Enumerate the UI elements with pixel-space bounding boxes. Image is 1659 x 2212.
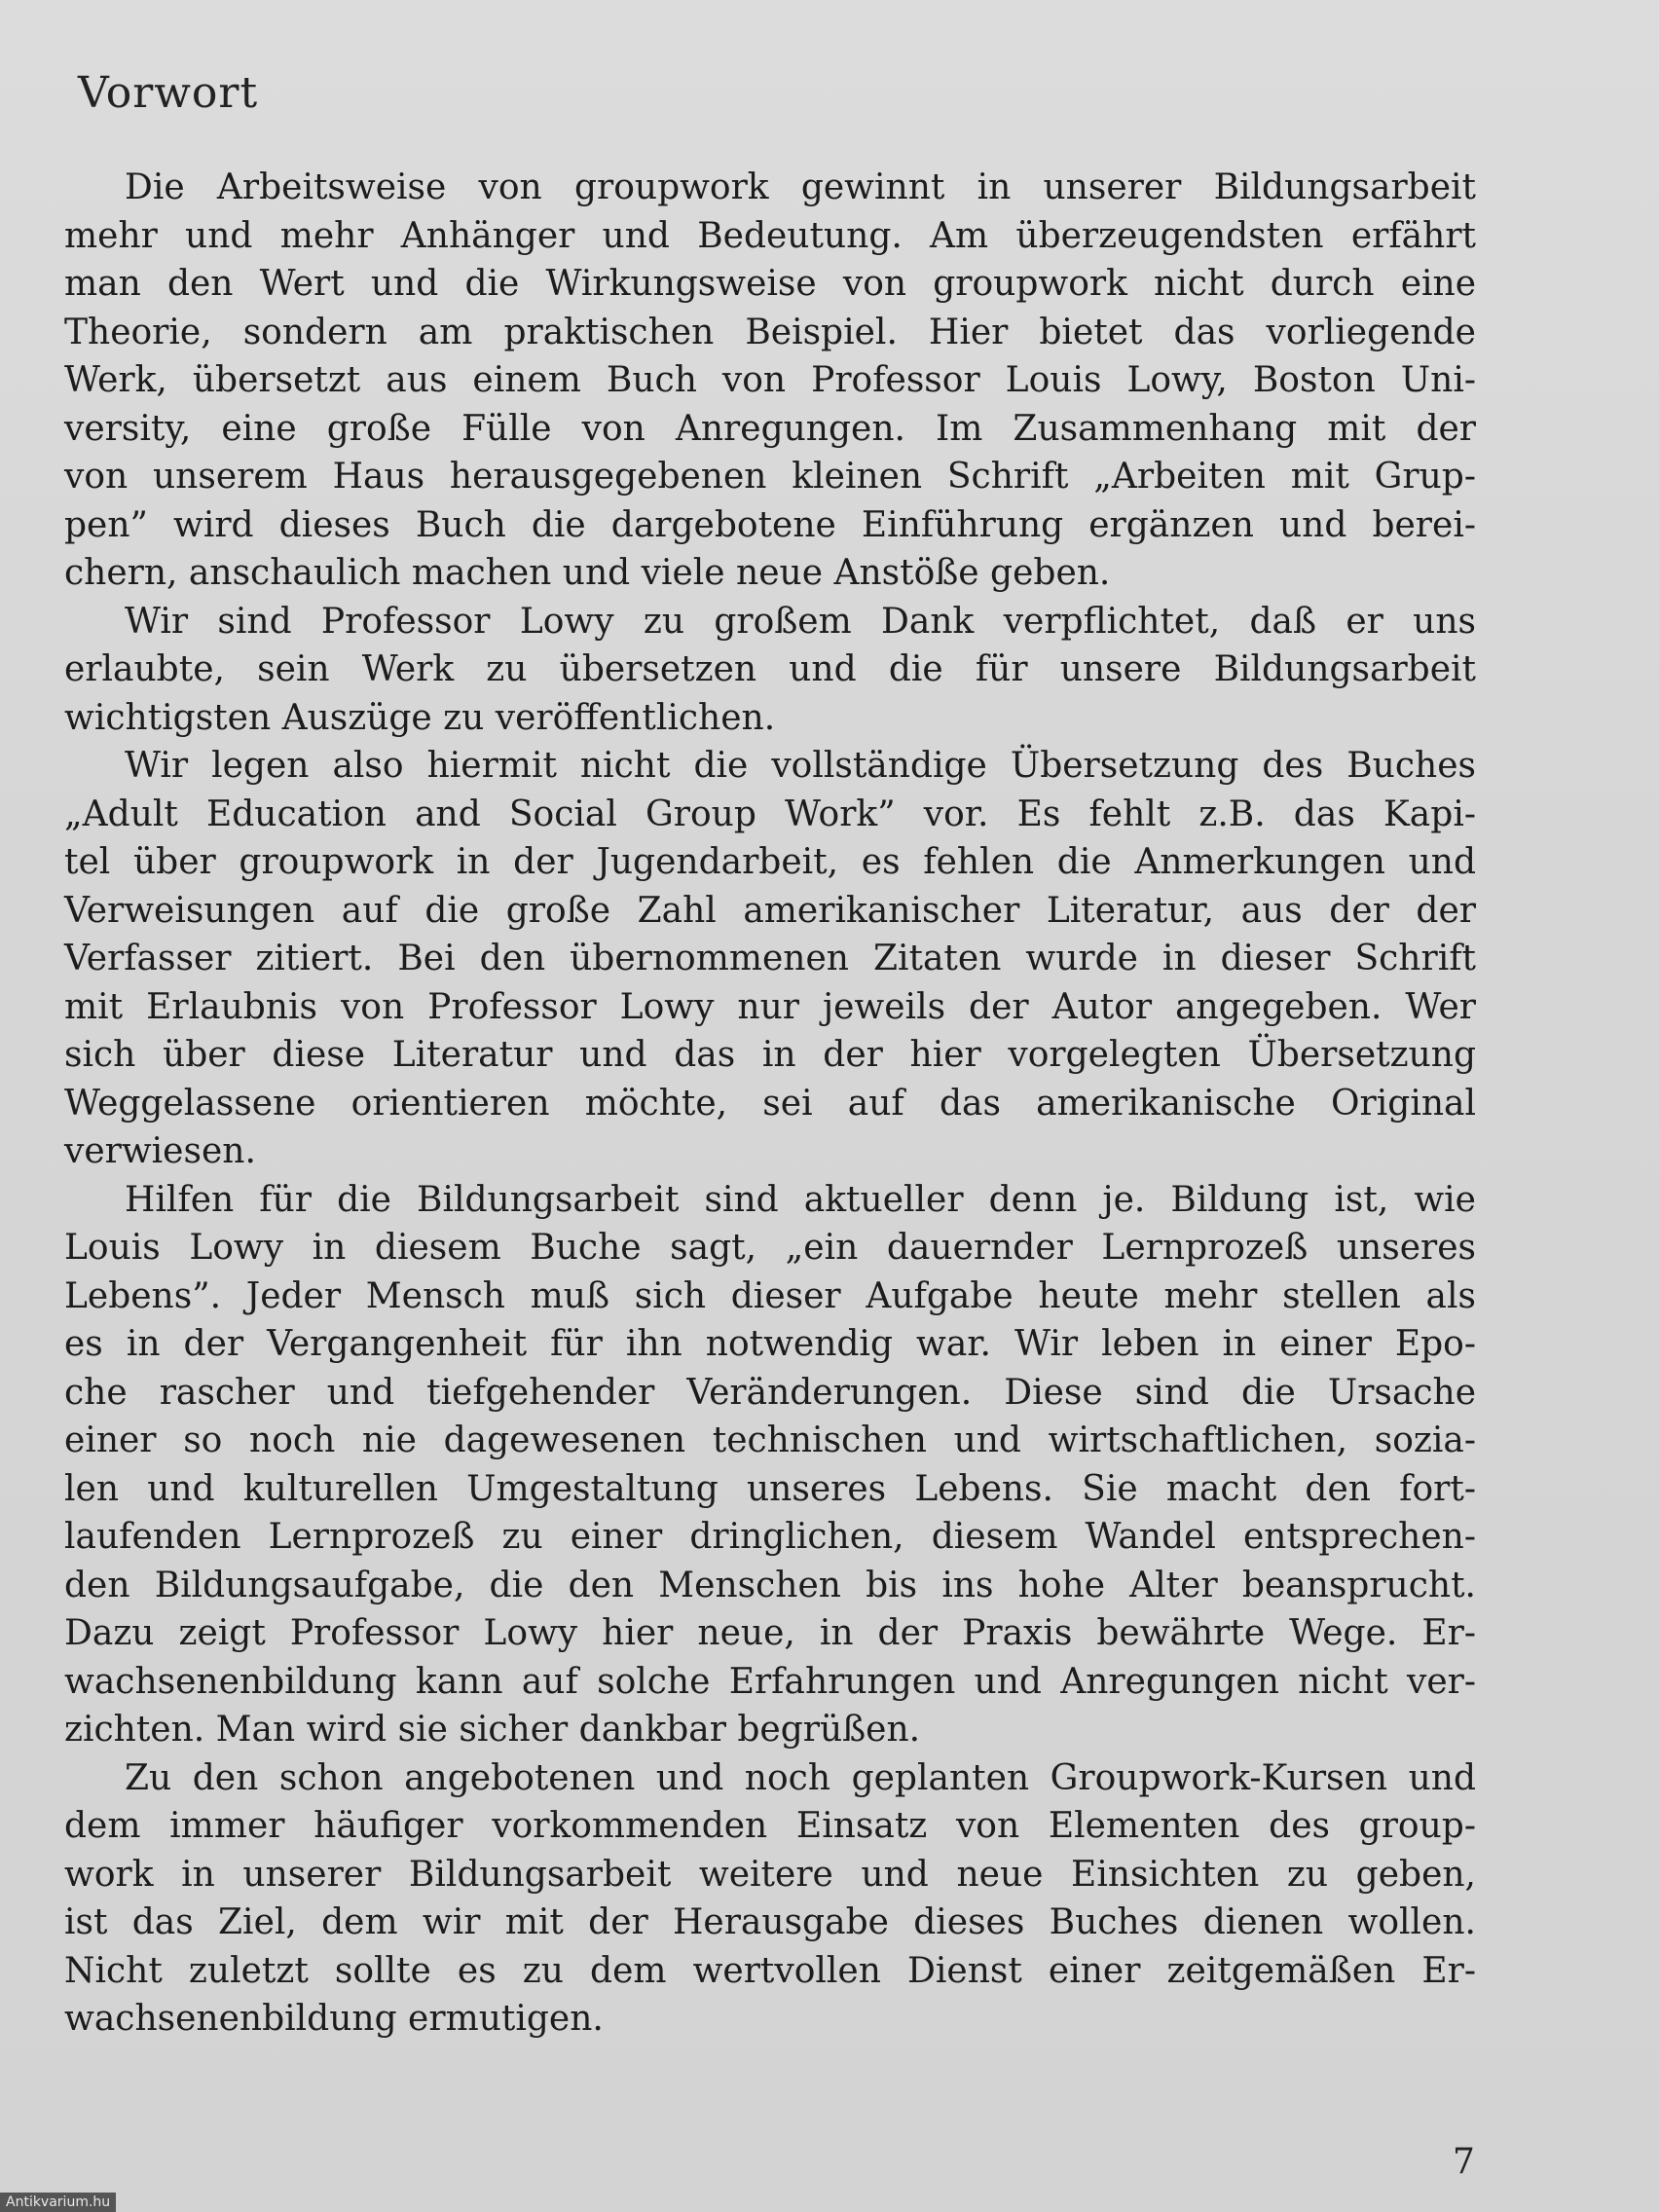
text-line: Wir sind Professor Lowy zu großem Dank verpflichtet, daß er uns: [125, 601, 1476, 642]
text-line: Lebens”. Jeder Mensch muß sich dieser Aufgabe heute mehr stellen als: [64, 1275, 1476, 1316]
text-line: tel über groupwork in der Jugendarbeit, es fehlen die Anmerkungen und: [64, 842, 1476, 882]
text-line: wachsenenbildung kann auf solche Erfahrungen und Anregungen nicht ver-: [64, 1661, 1476, 1702]
text-line: Zu den schon angebotenen und noch geplanten Groupwork-Kursen und: [125, 1757, 1476, 1798]
text-line: einer so noch nie dagewesenen technischen und wirtschaftlichen, sozia-: [64, 1420, 1476, 1460]
text-line: che rascher und tiefgehender Veränderungen. Diese sind die Ursache: [64, 1372, 1476, 1413]
text-line: laufenden Lernprozeß zu einer dringlichen, diesem Wandel entsprechen-: [64, 1517, 1476, 1557]
paragraph: [64, 598, 1476, 743]
text-line: dem immer häufiger vorkommenden Einsatz von Elementen des group-: [64, 1806, 1476, 1846]
text-line: erlaubte, sein Werk zu übersetzen und die für unsere Bildungsarbeit: [64, 649, 1476, 689]
text-line: es in der Vergangenheit für ihn notwendig war. Wir leben in einer Epo-: [64, 1324, 1476, 1364]
body-text: [64, 164, 1476, 2044]
text-line: ist das Ziel, dem wir mit der Herausgabe dieses Buches dienen wollen.: [64, 1902, 1476, 1942]
page-number: 7: [1453, 2142, 1475, 2182]
text-line: Weggelassene orientieren möchte, sei auf das amerikanische Original: [64, 1083, 1476, 1124]
paragraph: [64, 1754, 1476, 2044]
text-line: von unserem Haus herausgegebenen kleinen Schrift „Arbeiten mit Grup-: [64, 457, 1476, 497]
text-line: sich über diese Literatur und das in der hier vorgelegten Übersetzung: [64, 1035, 1476, 1075]
paragraph: [64, 742, 1476, 1176]
text-line: versity, eine große Fülle von Anregungen. Im Zusammenhang mit der: [64, 408, 1476, 449]
text-line: Werk, übersetzt aus einem Buch von Professor Louis Lowy, Boston Uni-: [64, 360, 1476, 400]
text-line: Nicht zuletzt sollte es zu dem wertvollen Dienst einer zeitgemäßen Er-: [64, 1950, 1476, 1991]
text-line: zichten. Man wird sie sicher dankbar begrüßen.: [64, 1710, 921, 1750]
text-line: Wir legen also hiermit nicht die vollständige Übersetzung des Buches: [125, 746, 1476, 786]
page-heading: Vorwort: [78, 68, 259, 118]
watermark: Antikvarium.hu: [0, 2193, 116, 2212]
text-line: mit Erlaubnis von Professor Lowy nur jeweils der Autor angegeben. Wer: [64, 986, 1476, 1027]
text-line: wichtigsten Auszüge zu veröffentlichen.: [64, 697, 776, 738]
text-line: chern, anschaulich machen und viele neue Anstöße geben.: [64, 553, 1111, 593]
text-line: Dazu zeigt Professor Lowy hier neue, in der Praxis bewährte Wege. Er-: [64, 1613, 1476, 1653]
text-line: Theorie, sondern am praktischen Beispiel. Hier bietet das vorliegende: [64, 312, 1476, 352]
text-line: Verweisungen auf die große Zahl amerikanischer Literatur, aus der der: [64, 890, 1476, 931]
text-line: Louis Lowy in diesem Buche sagt, „ein dauernder Lernprozeß unseres: [64, 1228, 1476, 1268]
paragraph: [64, 1176, 1476, 1754]
text-line: „Adult Education and Social Group Work” vor. Es fehlt z.B. das Kapi-: [64, 793, 1476, 834]
text-line: len und kulturellen Umgestaltung unseres Lebens. Sie macht den fort-: [64, 1468, 1476, 1509]
paragraph: [64, 164, 1476, 598]
text-line: den Bildungsaufgabe, die den Menschen bis ins hohe Alter beansprucht.: [64, 1565, 1476, 1605]
text-line: pen” wird dieses Buch die dargebotene Einführung ergänzen und berei-: [64, 504, 1476, 545]
text-line: Die Arbeitsweise von groupwork gewinnt in unserer Bildungsarbeit: [125, 167, 1476, 207]
text-line: Verfasser zitiert. Bei den übernommenen Zitaten wurde in dieser Schrift: [64, 939, 1476, 978]
text-line: Hilfen für die Bildungsarbeit sind aktueller denn je. Bildung ist, wie: [125, 1179, 1476, 1220]
text-line: work in unserer Bildungsarbeit weitere und neue Einsichten zu geben,: [64, 1854, 1476, 1895]
text-line: wachsenenbildung ermutigen.: [64, 1999, 604, 2039]
text-line: man den Wert und die Wirkungsweise von groupwork nicht durch eine: [64, 264, 1476, 304]
text-line: mehr und mehr Anhänger und Bedeutung. Am überzeugendsten erfährt: [64, 215, 1476, 256]
text-line: verwiesen.: [64, 1131, 256, 1171]
